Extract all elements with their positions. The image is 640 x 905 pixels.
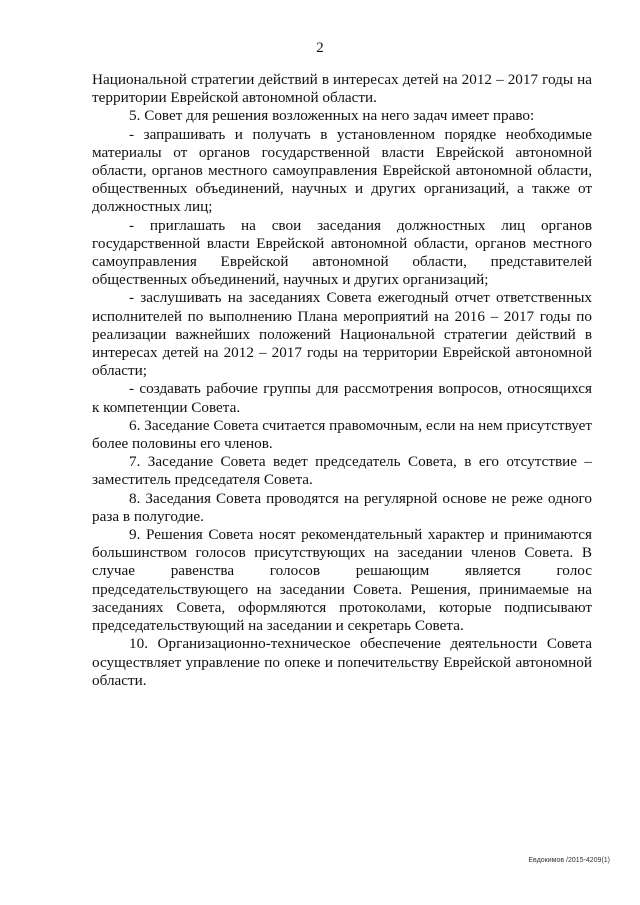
page-number: 2: [316, 40, 324, 56]
paragraph-item-7: 7. Заседание Совета ведет председатель Совета, в его отсутствие – заместитель председателя Совета.: [92, 453, 592, 489]
paragraph-continuation: Национальной стратегии действий в интересах детей на 2012 – 2017 годы на территории Еврейской автономной области.: [92, 71, 592, 107]
paragraph-item-10: 10. Организационно-техническое обеспечение деятельности Совета осуществляет управление по опеке и попечительству Еврейской автономной области.: [92, 635, 592, 689]
paragraph-bullet-working-groups: - создавать рабочие группы для рассмотрения вопросов, относящихся к компетенции Совета.: [92, 380, 592, 416]
paragraph-bullet-request-materials: - запрашивать и получать в установленном порядке необходимые материалы от органов государственной власти Еврейской автономной области, органов местного самоуправления Еврейской автономной области, общественных объединений, научных и других организаций, а также от должностных лиц;: [92, 125, 592, 216]
paragraph-item-6: 6. Заседание Совета считается правомочным, если на нем присутствует более половины его членов.: [92, 416, 592, 453]
paragraph-bullet-invite-officials: - приглашать на свои заседания должностных лиц органов государственной власти Еврейской автономной области, органов местного самоуправления Еврейской автономной области, представителей общественных объединений, научных и других организаций;: [92, 216, 592, 289]
footer-document-code: Евдокимов /2015-4209(1): [528, 857, 610, 864]
paragraph-item-8: 8. Заседания Совета проводятся на регулярной основе не реже одного раза в полугодие.: [92, 489, 592, 525]
document-body: [92, 71, 592, 690]
paragraph-item-9: 9. Решения Совета носят рекомендательный характер и принимаются большинством голосов присутствующих на заседании членов Совета. В случае равенства голосов решающим является голос председательствующего на заседании Совета. Решения, принимаемые на заседаниях Совета, оформляются протоколами, которые подписывают председательствующий на заседании и секретарь Совета.: [92, 526, 592, 635]
paragraph-item-5: 5. Совет для решения возложенных на него задач имеет право:: [129, 107, 535, 125]
paragraph-bullet-hear-reports: - заслушивать на заседаниях Совета ежегодный отчет ответственных исполнителей по выполнению Плана мероприятий на 2016 – 2017 годы по реализации важнейших положений Национальной стратегии действий в интересах детей на 2012 – 2017 годы на территории Еврейской автономной области;: [92, 289, 592, 380]
